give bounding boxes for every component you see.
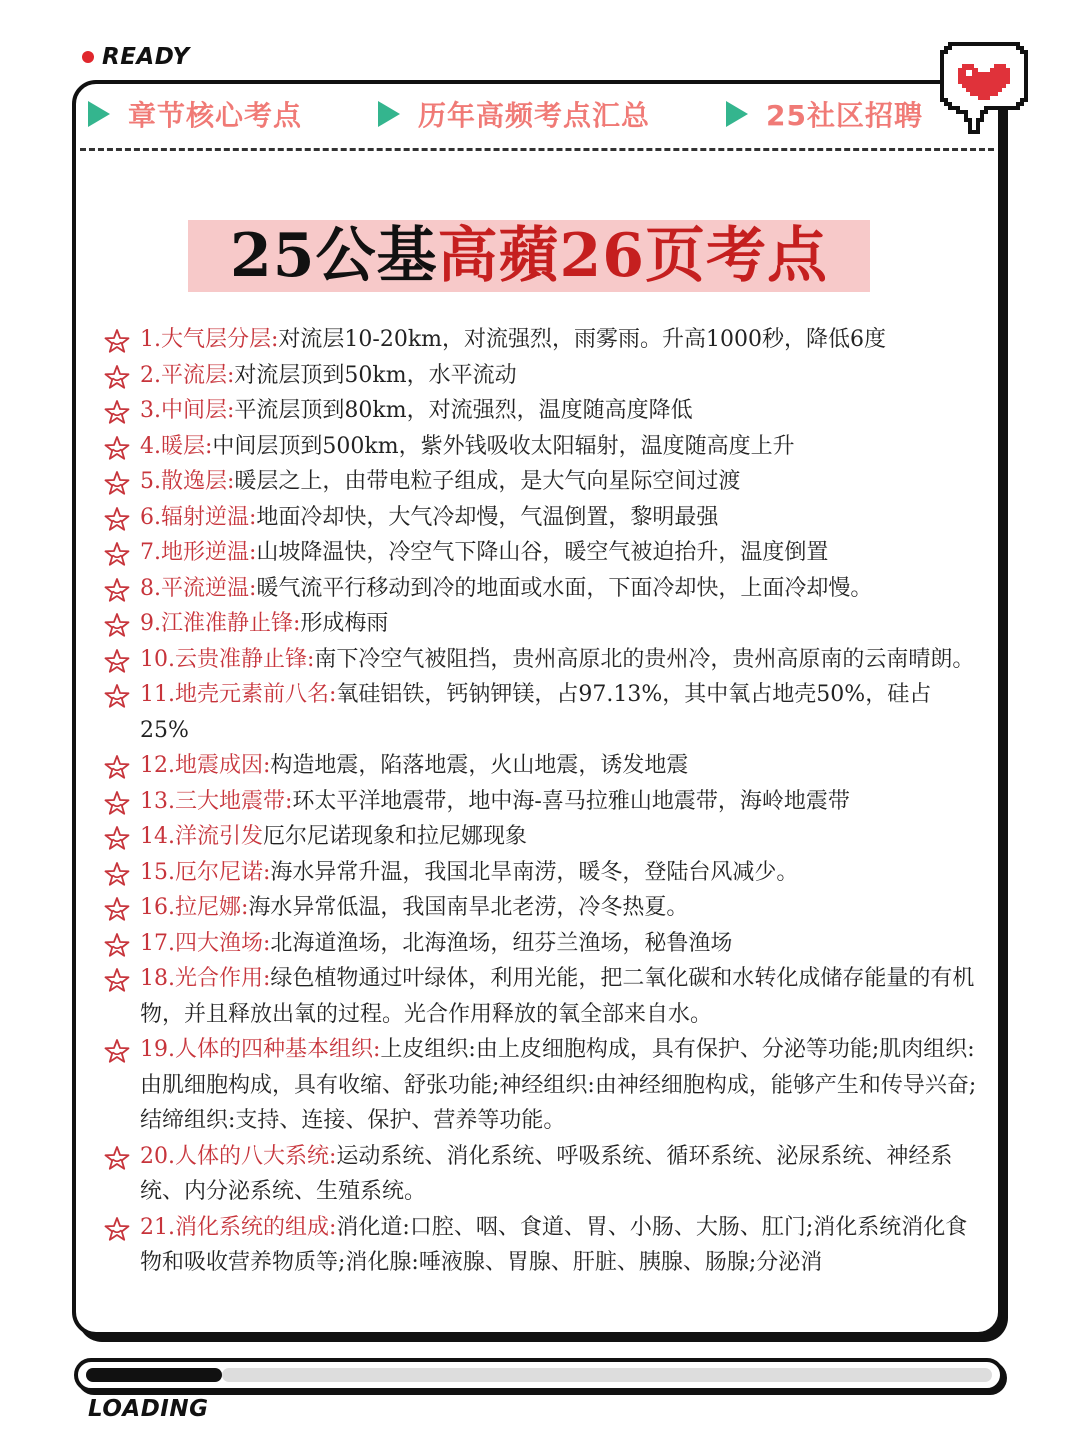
- list-item-key: 19.人体的四种基本组织:: [140, 1037, 381, 1062]
- list-item: [104, 500, 984, 536]
- star-icon: [104, 825, 130, 851]
- list-item-body: 对流层10-20km，对流强烈，雨雾雨。升高1000秒，降低6度: [278, 327, 887, 352]
- list-item-body: 对流层顶到50km，水平流动: [234, 362, 517, 388]
- tab-community-recruit[interactable]: [726, 94, 926, 134]
- list-item-body: 暖层之上，由带电粒子组成，是大气向星际空间过渡: [234, 469, 741, 494]
- list-item-text: [140, 322, 978, 358]
- list-item: [104, 1210, 984, 1281]
- progress-track: [222, 1368, 992, 1382]
- list-item-body: 平流层顶到80km，对流强烈，温度随高度降低: [234, 398, 693, 423]
- list-item-key: 5.散逸层:: [140, 469, 235, 494]
- list-item-body: 山坡降温快，冷空气下降山谷，暖空气被迫抬升，温度倒置: [256, 540, 829, 565]
- list-item-key: 16.拉尼娜:: [140, 895, 249, 920]
- list-item-key: 18.光合作用:: [140, 966, 271, 991]
- list-item-text: [140, 358, 978, 394]
- star-icon: [104, 364, 130, 390]
- status-dot: [82, 51, 94, 63]
- star-icon: [104, 506, 130, 532]
- play-arrow-icon: [726, 101, 748, 127]
- star-icon: [104, 612, 130, 638]
- star-icon: [104, 1216, 130, 1242]
- list-item-body: 南下冷空气被阻挡，贵州高原北的贵州冷，贵州高原南的云南晴朗。: [314, 646, 975, 672]
- list-item: [104, 855, 984, 891]
- star-icon: [104, 399, 130, 425]
- list-item-text: [140, 961, 978, 1032]
- list-item-text: [140, 464, 978, 500]
- list-item: [104, 890, 984, 926]
- star-icon: [104, 435, 130, 461]
- list-item: [104, 393, 984, 429]
- play-arrow-icon: [88, 101, 110, 127]
- list-item: [104, 961, 984, 1032]
- list-item: [104, 784, 984, 820]
- list-item-text: [140, 500, 978, 536]
- tab-bar: [88, 88, 986, 140]
- list-item-body: 地面冷却快，大气冷却慢，气温倒置，黎明最强: [256, 504, 719, 530]
- list-item: [104, 358, 984, 394]
- list-item-text: [140, 606, 978, 642]
- list-item-key: 20.人体的八大系统:: [140, 1143, 337, 1169]
- list-item-key: 4.暖层:: [140, 433, 213, 459]
- star-icon: [104, 577, 130, 603]
- list-item-body: 上皮组织:由上皮细胞构成，具有保护、分泌等功能;肌肉组织:由肌细胞构成，具有收缩、舒张功能;神经组织:由神经细胞构成，能够产生和传导兴奋;结缔组织:支持、连接、保护、营养等功能。: [140, 1037, 977, 1133]
- list-item-key: 8.平流逆温:: [140, 575, 257, 601]
- title-part-red: 高蘋26页考点: [437, 221, 828, 291]
- list-item-body: 环太平洋地震带，地中海-喜马拉雅山地震带，海岭地震带: [292, 788, 850, 814]
- knowledge-point-list: [104, 322, 984, 1281]
- list-item: [104, 677, 984, 748]
- list-item: [104, 1139, 984, 1210]
- ready-label: READY: [102, 44, 190, 70]
- list-item: [104, 748, 984, 784]
- list-item: [104, 464, 984, 500]
- list-item-text: [140, 1032, 978, 1139]
- list-item-text: [140, 393, 978, 429]
- list-item-key: 21.消化系统的组成:: [140, 1214, 337, 1240]
- title-part-black: 25公基: [230, 221, 438, 291]
- list-item-key: 7.地形逆温:: [140, 540, 257, 565]
- list-item: [104, 1032, 984, 1139]
- star-icon: [104, 861, 130, 887]
- list-item-key: 1.大气层分层:: [140, 327, 279, 352]
- star-icon: [104, 967, 130, 993]
- list-item: [104, 571, 984, 607]
- list-item-key: 10.云贵准静止锋:: [140, 646, 315, 672]
- list-item: [104, 926, 984, 962]
- star-icon: [104, 470, 130, 496]
- list-item-text: [140, 890, 978, 926]
- list-item-text: [140, 819, 978, 855]
- list-item-key: 3.中间层:: [140, 398, 235, 423]
- star-icon: [104, 896, 130, 922]
- list-item-text: [140, 855, 978, 891]
- list-item-body: 暖气流平行移动到冷的地面或水面，下面冷却快，上面冷却慢。: [256, 575, 873, 601]
- list-item-body: 中间层顶到500km，紫外钱吸收太阳辐射，温度随高度上升: [212, 433, 795, 459]
- list-item-key: 6.辐射逆温:: [140, 504, 257, 530]
- play-arrow-icon: [378, 101, 400, 127]
- list-item-body: 运动系统、消化系统、呼吸系统、循环系统、泌尿系统、神经系统、内分泌系统、生殖系统。: [140, 1143, 953, 1204]
- list-item: [104, 606, 984, 642]
- list-item: [104, 535, 984, 571]
- list-item-text: [140, 784, 978, 820]
- star-icon: [104, 932, 130, 958]
- heart-speech-bubble-icon: [940, 40, 1028, 136]
- loading-progress-bar: [74, 1358, 1004, 1392]
- star-icon: [104, 328, 130, 354]
- list-item-body: 构造地震，陷落地震，火山地震，诱发地震: [270, 753, 689, 778]
- star-icon: [104, 648, 130, 674]
- list-item-key: 11.地壳元素前八名:: [140, 682, 337, 707]
- page-title: [188, 220, 870, 292]
- star-icon: [104, 541, 130, 567]
- list-item-text: [140, 642, 978, 678]
- star-icon: [104, 1038, 130, 1064]
- list-item-body: 海水异常升温，我国北旱南涝，暖冬，登陆台风减少。: [270, 859, 799, 885]
- tab-label: 25社区招聘: [766, 99, 923, 132]
- list-item-body: 北海道渔场，北海渔场，纽芬兰渔场，秘鲁渔场: [270, 930, 733, 956]
- tab-chapter-core[interactable]: [88, 94, 302, 134]
- list-item: [104, 322, 984, 358]
- list-item-key: 2.平流层:: [140, 362, 235, 388]
- progress-fill: [86, 1368, 222, 1382]
- list-item-key: 12.地震成因:: [140, 753, 271, 778]
- list-item-body: 厄尔尼诺现象和拉尼娜现象: [263, 824, 528, 849]
- loading-label: LOADING: [88, 1396, 209, 1422]
- ready-indicator: [82, 44, 190, 70]
- list-item-body: 消化道:口腔、咽、食道、胃、小肠、大肠、肛门;消化系统消化食物和吸收营养物质等;消化腺:唾液腺、胃腺、肝脏、胰腺、肠腺;分泌消: [140, 1214, 968, 1275]
- list-item-text: [140, 1210, 978, 1281]
- list-item-key: 9.江淮准静止锋:: [140, 611, 301, 636]
- list-item: [104, 819, 984, 855]
- star-icon: [104, 754, 130, 780]
- list-item-text: [140, 535, 978, 571]
- tab-label: 历年高频考点汇总: [418, 99, 651, 132]
- list-item-text: [140, 429, 978, 465]
- star-icon: [104, 1145, 130, 1171]
- list-item: [104, 429, 984, 465]
- list-item-text: [140, 677, 978, 748]
- list-item-text: [140, 748, 978, 784]
- list-item-key: 17.四大渔场:: [140, 930, 271, 956]
- list-item-key: 13.三大地震带:: [140, 788, 293, 814]
- list-item-body: 氧硅铝铁，钙钠钾镁，占97.13%，其中氧占地壳50%，硅占25%: [140, 682, 932, 743]
- list-item-key: 15.厄尔尼诺:: [140, 859, 271, 885]
- star-icon: [104, 683, 130, 709]
- list-item-text: [140, 571, 978, 607]
- list-item: [104, 642, 984, 678]
- tab-high-frequency[interactable]: [378, 94, 650, 134]
- list-item-body: 绿色植物通过叶绿体，利用光能，把二氧化碳和水转化成储存能量的有机物，并且释放出氧的过程。光合作用释放的氧全部来自水。: [140, 966, 975, 1027]
- list-item-text: [140, 1139, 978, 1210]
- list-item-key: 14.洋流引发: [140, 824, 263, 849]
- dashed-divider: [80, 148, 994, 151]
- list-item-body: 形成梅雨: [300, 611, 389, 636]
- star-icon: [104, 790, 130, 816]
- tab-label: 章节核心考点: [128, 99, 303, 132]
- list-item-text: [140, 926, 978, 962]
- list-item-body: 海水异常低温，我国南旱北老涝，冷冬热夏。: [248, 895, 689, 920]
